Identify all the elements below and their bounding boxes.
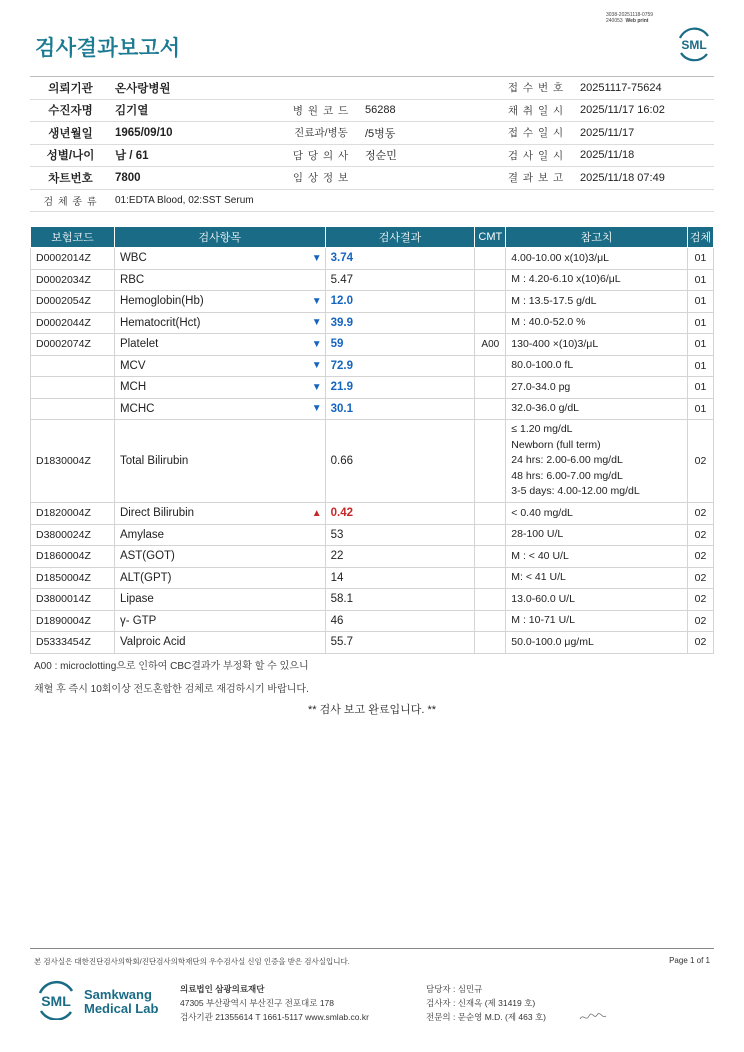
- value-patient-name: 김기열: [111, 99, 281, 122]
- result-insurance-code: D0002014Z: [31, 248, 115, 270]
- result-row: [31, 269, 714, 291]
- label-sex-age: 성별/나이: [30, 144, 111, 167]
- sml-logo-icon: [36, 980, 76, 1020]
- result-flag: [310, 567, 325, 589]
- header-specimen: 검체: [687, 227, 713, 248]
- result-test-name: Total Bilirubin: [114, 420, 310, 503]
- reference-line: 48 hrs: 6.00-7.00 mg/dL: [511, 469, 623, 482]
- results-table: [30, 226, 714, 654]
- reference-line: ≤ 1.20 mg/dL: [511, 423, 573, 436]
- result-test-name: ALT(GPT): [114, 567, 310, 589]
- label-receipt-date: 접 수 일 시: [496, 122, 576, 145]
- result-row: [31, 355, 714, 377]
- result-specimen: 01: [687, 269, 713, 291]
- info-row-patient: [30, 99, 714, 122]
- result-row: [31, 503, 714, 525]
- value-birth-date: 1965/09/10: [111, 122, 281, 145]
- result-test-name: Direct Bilirubin: [114, 503, 310, 525]
- header-reference: 참고치: [506, 227, 688, 248]
- result-row: [31, 334, 714, 356]
- result-test-name: Lipase: [114, 589, 310, 611]
- result-comment-code: [475, 291, 506, 313]
- footer-divider: [30, 948, 714, 949]
- result-value: 59: [325, 334, 475, 356]
- result-specimen: 01: [687, 355, 713, 377]
- result-test-name: MCH: [114, 377, 310, 399]
- value-doctor: 정순민: [361, 144, 496, 167]
- result-reference-range: 13.0-60.0 U/L: [506, 589, 688, 611]
- result-value: 14: [325, 567, 475, 589]
- result-insurance-code: [31, 377, 115, 399]
- result-reference-range: 27.0-34.0 pg: [506, 377, 688, 399]
- result-reference-range: M : 10-71 U/L: [506, 610, 688, 632]
- result-comment-code: [475, 398, 506, 420]
- result-specimen: 02: [687, 567, 713, 589]
- label-test-date: 검 사 일 시: [496, 144, 576, 167]
- result-flag: [310, 610, 325, 632]
- result-comment-code: [475, 567, 506, 589]
- result-specimen: 01: [687, 377, 713, 399]
- result-test-name: Hematocrit(Hct): [114, 312, 310, 334]
- staff-in-charge: 담당자 : 심민규: [426, 984, 483, 994]
- result-test-name: Platelet: [114, 334, 310, 356]
- label-hospital-code: 병 원 코 드: [281, 99, 361, 122]
- page-number: Page 1 of 1: [669, 956, 710, 965]
- result-reference-range: [506, 420, 688, 503]
- result-reference-range: 80.0-100.0 fL: [506, 355, 688, 377]
- value-specimen-type: 01:EDTA Blood, 02:SST Serum: [111, 189, 496, 212]
- result-row: [31, 291, 714, 313]
- result-value: 58.1: [325, 589, 475, 611]
- result-reference-range: M : 13.5-17.5 g/dL: [506, 291, 688, 313]
- result-reference-range: 4.00-10.00 x(10)3/μL: [506, 248, 688, 270]
- brand-name: [84, 988, 158, 1016]
- result-reference-range: 130-400 ×(10)3/μL: [506, 334, 688, 356]
- result-test-name: Amylase: [114, 524, 310, 546]
- result-comment-code: [475, 355, 506, 377]
- low-flag-icon: ▼: [310, 398, 325, 420]
- result-insurance-code: D1820004Z: [31, 503, 115, 525]
- result-flag: [310, 269, 325, 291]
- result-comment-code: [475, 632, 506, 654]
- result-reference-range: < 0.40 mg/dL: [506, 503, 688, 525]
- result-value: 0.42: [325, 503, 475, 525]
- report-title: 검사결과보고서: [35, 37, 181, 60]
- result-comment-code: [475, 377, 506, 399]
- organization-address: 47305 부산광역시 부산진구 전포대로 178: [180, 998, 335, 1008]
- value-chart-number: 7800: [111, 167, 281, 190]
- result-insurance-code: [31, 355, 115, 377]
- result-comment-code: [475, 589, 506, 611]
- result-comment-code: [475, 546, 506, 568]
- result-reference-range: M : 4.20-6.10 x(10)6/μL: [506, 269, 688, 291]
- result-specimen: 02: [687, 546, 713, 568]
- result-flag: [310, 420, 325, 503]
- result-value: 46: [325, 610, 475, 632]
- result-value: 53: [325, 524, 475, 546]
- results-header-row: [31, 227, 714, 248]
- result-insurance-code: D5333454Z: [31, 632, 115, 654]
- result-row: [31, 312, 714, 334]
- result-row: [31, 248, 714, 270]
- result-insurance-code: D1860004Z: [31, 546, 115, 568]
- value-department: /5병동: [361, 122, 496, 145]
- result-specimen: 02: [687, 503, 713, 525]
- result-specimen: 02: [687, 632, 713, 654]
- result-value: 22: [325, 546, 475, 568]
- result-specimen: 02: [687, 589, 713, 611]
- reference-line: 3-5 days: 4.00-12.00 mg/dL: [511, 485, 640, 498]
- brand-line-1: Samkwang: [84, 987, 152, 1002]
- note-line-2: 채혈 후 즉시 10회이상 전도혼합한 검체로 재검하시기 바랍니다.: [34, 684, 309, 695]
- staff-specialist: 전문의 : 문순영 M.D. (제 463 호): [426, 1012, 547, 1022]
- low-flag-icon: ▼: [310, 377, 325, 399]
- reference-line: 24 hrs: 2.00-6.00 mg/dL: [511, 454, 623, 467]
- high-flag-icon: ▲: [310, 503, 325, 525]
- organization-info: [180, 982, 369, 1024]
- low-flag-icon: ▼: [310, 355, 325, 377]
- result-reference-range: 28-100 U/L: [506, 524, 688, 546]
- result-row: [31, 567, 714, 589]
- result-flag: [310, 589, 325, 611]
- label-result-report: 결 과 보 고: [496, 167, 576, 190]
- report-complete-text: ** 검사 보고 완료입니다. **: [307, 704, 437, 716]
- patient-info-table: [30, 76, 714, 212]
- result-insurance-code: D1830004Z: [31, 420, 115, 503]
- sml-logo-icon: [676, 26, 712, 62]
- result-test-name: MCHC: [114, 398, 310, 420]
- result-comment-code: [475, 420, 506, 503]
- web-print-label: Web print: [625, 18, 649, 24]
- result-reference-range: 50.0-100.0 μg/mL: [506, 632, 688, 654]
- label-patient-name: 수진자명: [30, 99, 111, 122]
- result-flag: [310, 546, 325, 568]
- organization-contact: 검사기관 21355614 T 1661-5117 www.smlab.co.kr: [180, 1012, 369, 1022]
- result-test-name: RBC: [114, 269, 310, 291]
- document-id-line1: 3038-20251118-0759: [606, 12, 654, 18]
- result-specimen: 01: [687, 291, 713, 313]
- result-comment-code: [475, 524, 506, 546]
- result-value: 3.74: [325, 248, 475, 270]
- info-row-institution: [30, 77, 714, 100]
- result-value: 39.9: [325, 312, 475, 334]
- result-specimen: 01: [687, 398, 713, 420]
- result-insurance-code: D0002074Z: [31, 334, 115, 356]
- result-test-name: γ- GTP: [114, 610, 310, 632]
- result-test-name: AST(GOT): [114, 546, 310, 568]
- result-test-name: Hemoglobin(Hb): [114, 291, 310, 313]
- result-value: 72.9: [325, 355, 475, 377]
- result-flag: [310, 632, 325, 654]
- info-row-birth: [30, 122, 714, 145]
- label-specimen-type: 검 체 종 류: [30, 189, 111, 212]
- result-comment-code: [475, 269, 506, 291]
- value-receipt-date: 2025/11/17: [576, 122, 714, 145]
- result-value: 55.7: [325, 632, 475, 654]
- document-id-line2: 240053: [606, 18, 623, 24]
- staff-info: [426, 982, 546, 1024]
- result-insurance-code: D3800024Z: [31, 524, 115, 546]
- certification-text: 본 검사실은 대한진단검사의학회/진단검사의학재단의 우수검사실 신임 인증을 받은 검사실입니다.: [34, 957, 350, 966]
- result-reference-range: 32.0-36.0 g/dL: [506, 398, 688, 420]
- value-test-date: 2025/11/18: [576, 144, 714, 167]
- label-clinical-info: 임 상 정 보: [281, 167, 361, 190]
- result-insurance-code: [31, 398, 115, 420]
- result-comment-code: [475, 610, 506, 632]
- value-receipt-number: 20251117-75624: [576, 77, 714, 100]
- info-row-sex-age: [30, 144, 714, 167]
- result-insurance-code: D1890004Z: [31, 610, 115, 632]
- result-flag: [310, 524, 325, 546]
- organization-name: 의료법인 삼광의료재단: [180, 984, 265, 994]
- result-insurance-code: D1850004Z: [31, 567, 115, 589]
- result-insurance-code: D0002054Z: [31, 291, 115, 313]
- label-department: 진료과/병동: [281, 122, 361, 145]
- result-specimen: 01: [687, 312, 713, 334]
- header-result: 검사결과: [325, 227, 475, 248]
- header-test-item: 검사항목: [114, 227, 325, 248]
- result-row: [31, 589, 714, 611]
- result-comment-code: [475, 312, 506, 334]
- info-row-specimen: [30, 189, 714, 212]
- value-sex-age: 남 / 61: [111, 144, 281, 167]
- value-collection-time: 2025/11/17 16:02: [576, 99, 714, 122]
- result-insurance-code: D3800014Z: [31, 589, 115, 611]
- result-insurance-code: D0002034Z: [31, 269, 115, 291]
- svg-text:SML: SML: [41, 993, 71, 1009]
- result-reference-range: M : 40.0-52.0 %: [506, 312, 688, 334]
- svg-text:SML: SML: [681, 38, 707, 52]
- low-flag-icon: ▼: [310, 248, 325, 270]
- label-doctor: 담 당 의 사: [281, 144, 361, 167]
- result-row: [31, 632, 714, 654]
- info-row-chart: [30, 167, 714, 190]
- result-reference-range: M : < 40 U/L: [506, 546, 688, 568]
- low-flag-icon: ▼: [310, 291, 325, 313]
- result-specimen: 01: [687, 248, 713, 270]
- label-institution: 의뢰기관: [30, 77, 111, 100]
- header-insurance-code: 보험코드: [31, 227, 115, 248]
- label-chart-number: 차트번호: [30, 167, 111, 190]
- result-specimen: 02: [687, 524, 713, 546]
- result-value: 12.0: [325, 291, 475, 313]
- label-collection-time: 채 취 일 시: [496, 99, 576, 122]
- value-hospital-code: 56288: [361, 99, 496, 122]
- result-specimen: 02: [687, 610, 713, 632]
- result-value: 30.1: [325, 398, 475, 420]
- staff-tester: 검사자 : 신재옥 (제 31419 호): [426, 998, 536, 1008]
- result-comment-code: A00: [475, 334, 506, 356]
- result-test-name: MCV: [114, 355, 310, 377]
- result-insurance-code: D0002044Z: [31, 312, 115, 334]
- result-comment-code: [475, 503, 506, 525]
- results-body: [31, 248, 714, 654]
- header-cmt: CMT: [475, 227, 506, 248]
- result-row: [31, 610, 714, 632]
- result-row: [31, 398, 714, 420]
- result-row: [31, 546, 714, 568]
- result-value: 21.9: [325, 377, 475, 399]
- result-value: 5.47: [325, 269, 475, 291]
- result-value: 0.66: [325, 420, 475, 503]
- result-row: [31, 420, 714, 503]
- value-institution: 온사랑병원: [111, 77, 281, 100]
- document-id: [606, 12, 653, 24]
- low-flag-icon: ▼: [310, 312, 325, 334]
- result-specimen: 01: [687, 334, 713, 356]
- result-row: [31, 524, 714, 546]
- signature-icon: [578, 1010, 608, 1024]
- result-test-name: WBC: [114, 248, 310, 270]
- note-line-1: A00 : microclotting으로 인하여 CBC결과가 부정확 할 수 있으니: [34, 661, 309, 672]
- result-specimen: 02: [687, 420, 713, 503]
- result-row: [31, 377, 714, 399]
- label-receipt-number: 접 수 번 호: [496, 77, 576, 100]
- value-clinical-info: [361, 167, 496, 190]
- result-test-name: Valproic Acid: [114, 632, 310, 654]
- label-birth-date: 생년월일: [30, 122, 111, 145]
- low-flag-icon: ▼: [310, 334, 325, 356]
- reference-line: Newborn (full term): [511, 438, 601, 451]
- result-comment-code: [475, 248, 506, 270]
- value-result-report: 2025/11/18 07:49: [576, 167, 714, 190]
- result-reference-range: M: < 41 U/L: [506, 567, 688, 589]
- brand-line-2: Medical Lab: [84, 1001, 159, 1016]
